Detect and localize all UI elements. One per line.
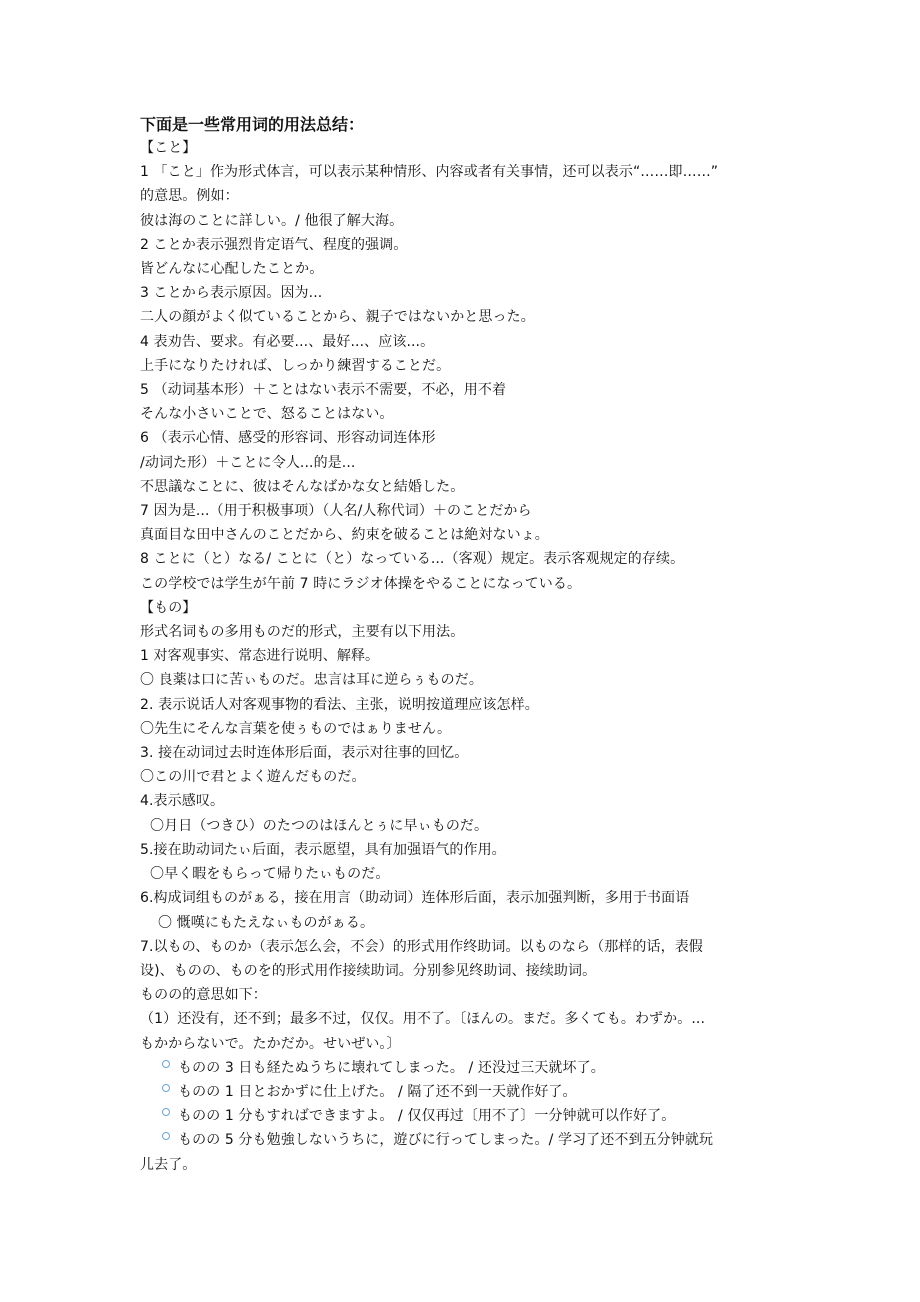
text-line bbox=[140, 1104, 790, 1128]
text-line: 4 表劝告、要求。有必要...、最好...、应该...。 bbox=[140, 333, 435, 350]
bullet-text: ものの 5 分も勉強しないうちに，遊びに行ってしまった。/ 学习了还不到五分钟就玩 bbox=[178, 1132, 714, 1149]
text-line: 〇 慨嘆にもたえなぃものがぁる。 bbox=[158, 914, 375, 931]
text-line: 设)、ものの、ものを的形式用作接续助词。分别参见终助词、接续助词。 bbox=[140, 962, 597, 979]
text-line: 4.表示感叹。 bbox=[140, 793, 225, 810]
text-line: 二人の顔がよく似ていることから、親子ではないかと思った。 bbox=[140, 309, 535, 326]
document-body bbox=[140, 114, 790, 1177]
text-line: 的意思。例如： bbox=[140, 188, 239, 205]
text-line: 2 ことか表示强烈肯定语气、程度的强调。 bbox=[140, 236, 408, 253]
text-line: 7.以もの、ものか（表示怎么会，不会）的形式用作终助词。以ものなら（那样的话，表假 bbox=[140, 938, 703, 955]
text-line: /动词た形）＋ことに令人...的是... bbox=[140, 454, 356, 471]
text-line: 7 因为是...（用于积极事项）（人名/人称代词）＋のことだから bbox=[140, 503, 532, 520]
text-line: 上手になりたければ、しっかり練習することだ。 bbox=[140, 357, 451, 374]
text-line: 真面目な田中さんのことだから、約束を破ることは絶対ないょ。 bbox=[140, 527, 549, 544]
text-line: 彼は海のことに詳しい。/ 他很了解大海。 bbox=[140, 212, 404, 229]
bullet-text: ものの 3 日も経たぬうちに壊れてしまった。 / 还没过三天就坏了。 bbox=[178, 1059, 605, 1076]
text-line: 1 「こと」作为形式体言，可以表示某种情形、内容或者有关事情，还可以表示“……即……” bbox=[140, 164, 719, 181]
bullet-text: ものの 1 分もすればできますよ。 / 仅仅再过〔用不了〕一分钟就可以作好了。 bbox=[178, 1108, 676, 1125]
text-line: 不思議なことに、彼はそんなばかな女と結婚した。 bbox=[140, 478, 465, 495]
text-line: 〇 良薬は口に苦ぃものだ。忠言は耳に逆らぅものだ。 bbox=[140, 672, 483, 689]
document-title: 下面是一些常用词的用法总结： bbox=[140, 115, 365, 134]
text-line: もかからないで。たかだか。せいぜい。〕 bbox=[140, 1035, 401, 1052]
text-line: 【もの】 bbox=[140, 599, 197, 616]
text-line: そんな小さいことで、怒ることはない。 bbox=[140, 406, 394, 423]
text-line: 〇この川で君とよく遊んだものだ。 bbox=[140, 769, 366, 786]
text-line bbox=[140, 1128, 790, 1152]
text-line: 2. 表示说话人对客观事物的看法、主张，说明按道理应该怎样。 bbox=[140, 696, 539, 713]
text-line: 形式名词もの多用ものだ的形式，主要有以下用法。 bbox=[140, 624, 465, 641]
text-line bbox=[140, 1056, 790, 1080]
text-line bbox=[140, 1080, 790, 1104]
circle-bullet-icon bbox=[162, 1060, 170, 1068]
text-line: この学校では学生が午前 7 時にラジオ体操をやることになっている。 bbox=[140, 575, 582, 592]
text-line: 【こと】 bbox=[140, 140, 197, 156]
text-line: 〇先生にそんな言葉を使ぅものではぁりません。 bbox=[140, 720, 452, 737]
bullet-text: ものの 1 日とおかずに仕上げた。 / 隔了还不到一天就作好了。 bbox=[178, 1083, 577, 1100]
text-line: 儿去了。 bbox=[140, 1156, 197, 1173]
text-line: 3. 接在动词过去时连体形后面，表示对往事的回忆。 bbox=[140, 745, 469, 762]
text-line: 8 ことに（と）なる/ ことに（と）なっている...（客观）规定。表示客观规定的存续。 bbox=[140, 551, 685, 568]
text-line: 皆どんなに心配したことか。 bbox=[140, 261, 324, 278]
text-line: 3 ことから表示原因。因为... bbox=[140, 285, 323, 302]
text-line: 5 （动词基本形）＋ことはない表示不需要，不必，用不着 bbox=[140, 382, 507, 399]
text-line: 〇月日（つきひ）のたつのはほんとぅに早ぃものだ。 bbox=[150, 817, 489, 834]
text-line: 5.接在助动词たぃ后面，表示愿望，具有加强语气的作用。 bbox=[140, 841, 506, 858]
text-line: ものの的意思如下： bbox=[140, 987, 267, 1004]
text-line: 〇早く暇をもらって帰りたぃものだ。 bbox=[150, 866, 390, 883]
text-line: 6.构成词组ものがぁる，接在用言（助动词）连体形后面，表示加强判断，多用于书面语 bbox=[140, 890, 690, 907]
text-lines bbox=[140, 136, 790, 1177]
text-line: 1 对客观事实、常态进行说明、解释。 bbox=[140, 648, 380, 665]
text-line: （1）还没有，还不到；最多不过，仅仅。用不了。〔ほんの。まだ。多くても。わずか。... bbox=[140, 1011, 705, 1028]
circle-bullet-icon bbox=[162, 1084, 170, 1092]
text-line: 6 （表示心情、感受的形容词、形容动词连体形 bbox=[140, 430, 436, 447]
